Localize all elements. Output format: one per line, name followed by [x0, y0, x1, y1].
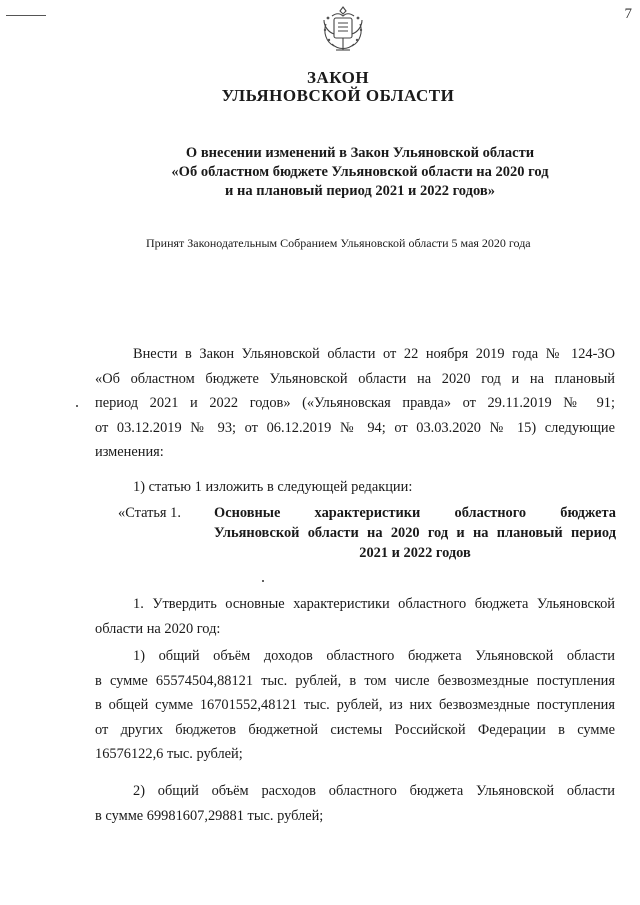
subject-line-3: и на плановый период 2021 и 2022 годов» [225, 183, 495, 199]
article-heading-line: 2021 и 2022 годов [359, 545, 471, 561]
scan-speck [76, 405, 78, 407]
body-line: от других бюджетов бюджетной системы Российской Федерации в сумме [95, 721, 615, 738]
top-left-rule [6, 15, 46, 16]
body-line: в сумме 65574504,88121 тыс. рублей, в том числе безвозмездные поступления [95, 672, 615, 689]
body-paragraph-2 [95, 644, 615, 767]
article-label: «Статья 1. [118, 505, 181, 521]
intro-line: период 2021 и 2022 годов» («Ульяновская правда» от 29.11.2019 № 91; [95, 395, 615, 411]
intro-line: изменения: [95, 444, 164, 460]
article-heading-line: Основные характеристики областного бюджета [214, 505, 616, 521]
subject-line-2: «Об областном бюджете Ульяновской области на 2020 год [171, 164, 549, 180]
body-line: 1) общий объём доходов областного бюджета Ульяновской области [133, 648, 615, 664]
region-title: УЛЬЯНОВСКОЙ ОБЛАСТИ [221, 86, 455, 105]
intro-line: Внести в Закон Ульяновской области от 22 ноября 2019 года № 124-ЗО [133, 346, 615, 362]
article-heading-line: Ульяновской области на 2020 год и на плановый период [214, 525, 616, 541]
intro-line: от 03.12.2019 № 93; от 06.12.2019 № 94; от 03.03.2020 № 15) следующие [95, 419, 615, 436]
page-corner-mark: 7 [624, 6, 632, 22]
intro-paragraph [95, 342, 615, 465]
coat-of-arms-icon [318, 4, 368, 56]
law-title: ЗАКОН [306, 68, 370, 87]
body-line: 1. Утвердить основные характеристики областного бюджета Ульяновской [133, 596, 615, 612]
body-paragraph-3 [95, 779, 615, 828]
body-paragraph-1 [95, 592, 615, 641]
body-line: области на 2020 год: [95, 620, 221, 637]
amendment-item-text: 1) статью 1 изложить в следующей редакции: [133, 479, 413, 495]
body-line: в общей сумме 16701552,48121 тыс. рублей, из них безвозмездные поступления [95, 697, 615, 713]
amendment-item-1 [133, 475, 613, 500]
adoption-note: Принят Законодательным Собранием Ульяновской области 5 мая 2020 года [146, 236, 531, 250]
intro-line: «Об областном бюджете Ульяновской области на 2020 год и на плановый [95, 370, 615, 387]
scan-speck [262, 580, 264, 582]
article-heading [214, 503, 616, 563]
body-line: 2) общий объём расходов областного бюджета Ульяновской области [133, 783, 615, 799]
body-line: в сумме 69981607,29881 тыс. рублей; [95, 807, 324, 824]
subject-line-1: О внесении изменений в Закон Ульяновской области [185, 145, 535, 161]
body-line: 16576122,6 тыс. рублей; [95, 746, 243, 762]
